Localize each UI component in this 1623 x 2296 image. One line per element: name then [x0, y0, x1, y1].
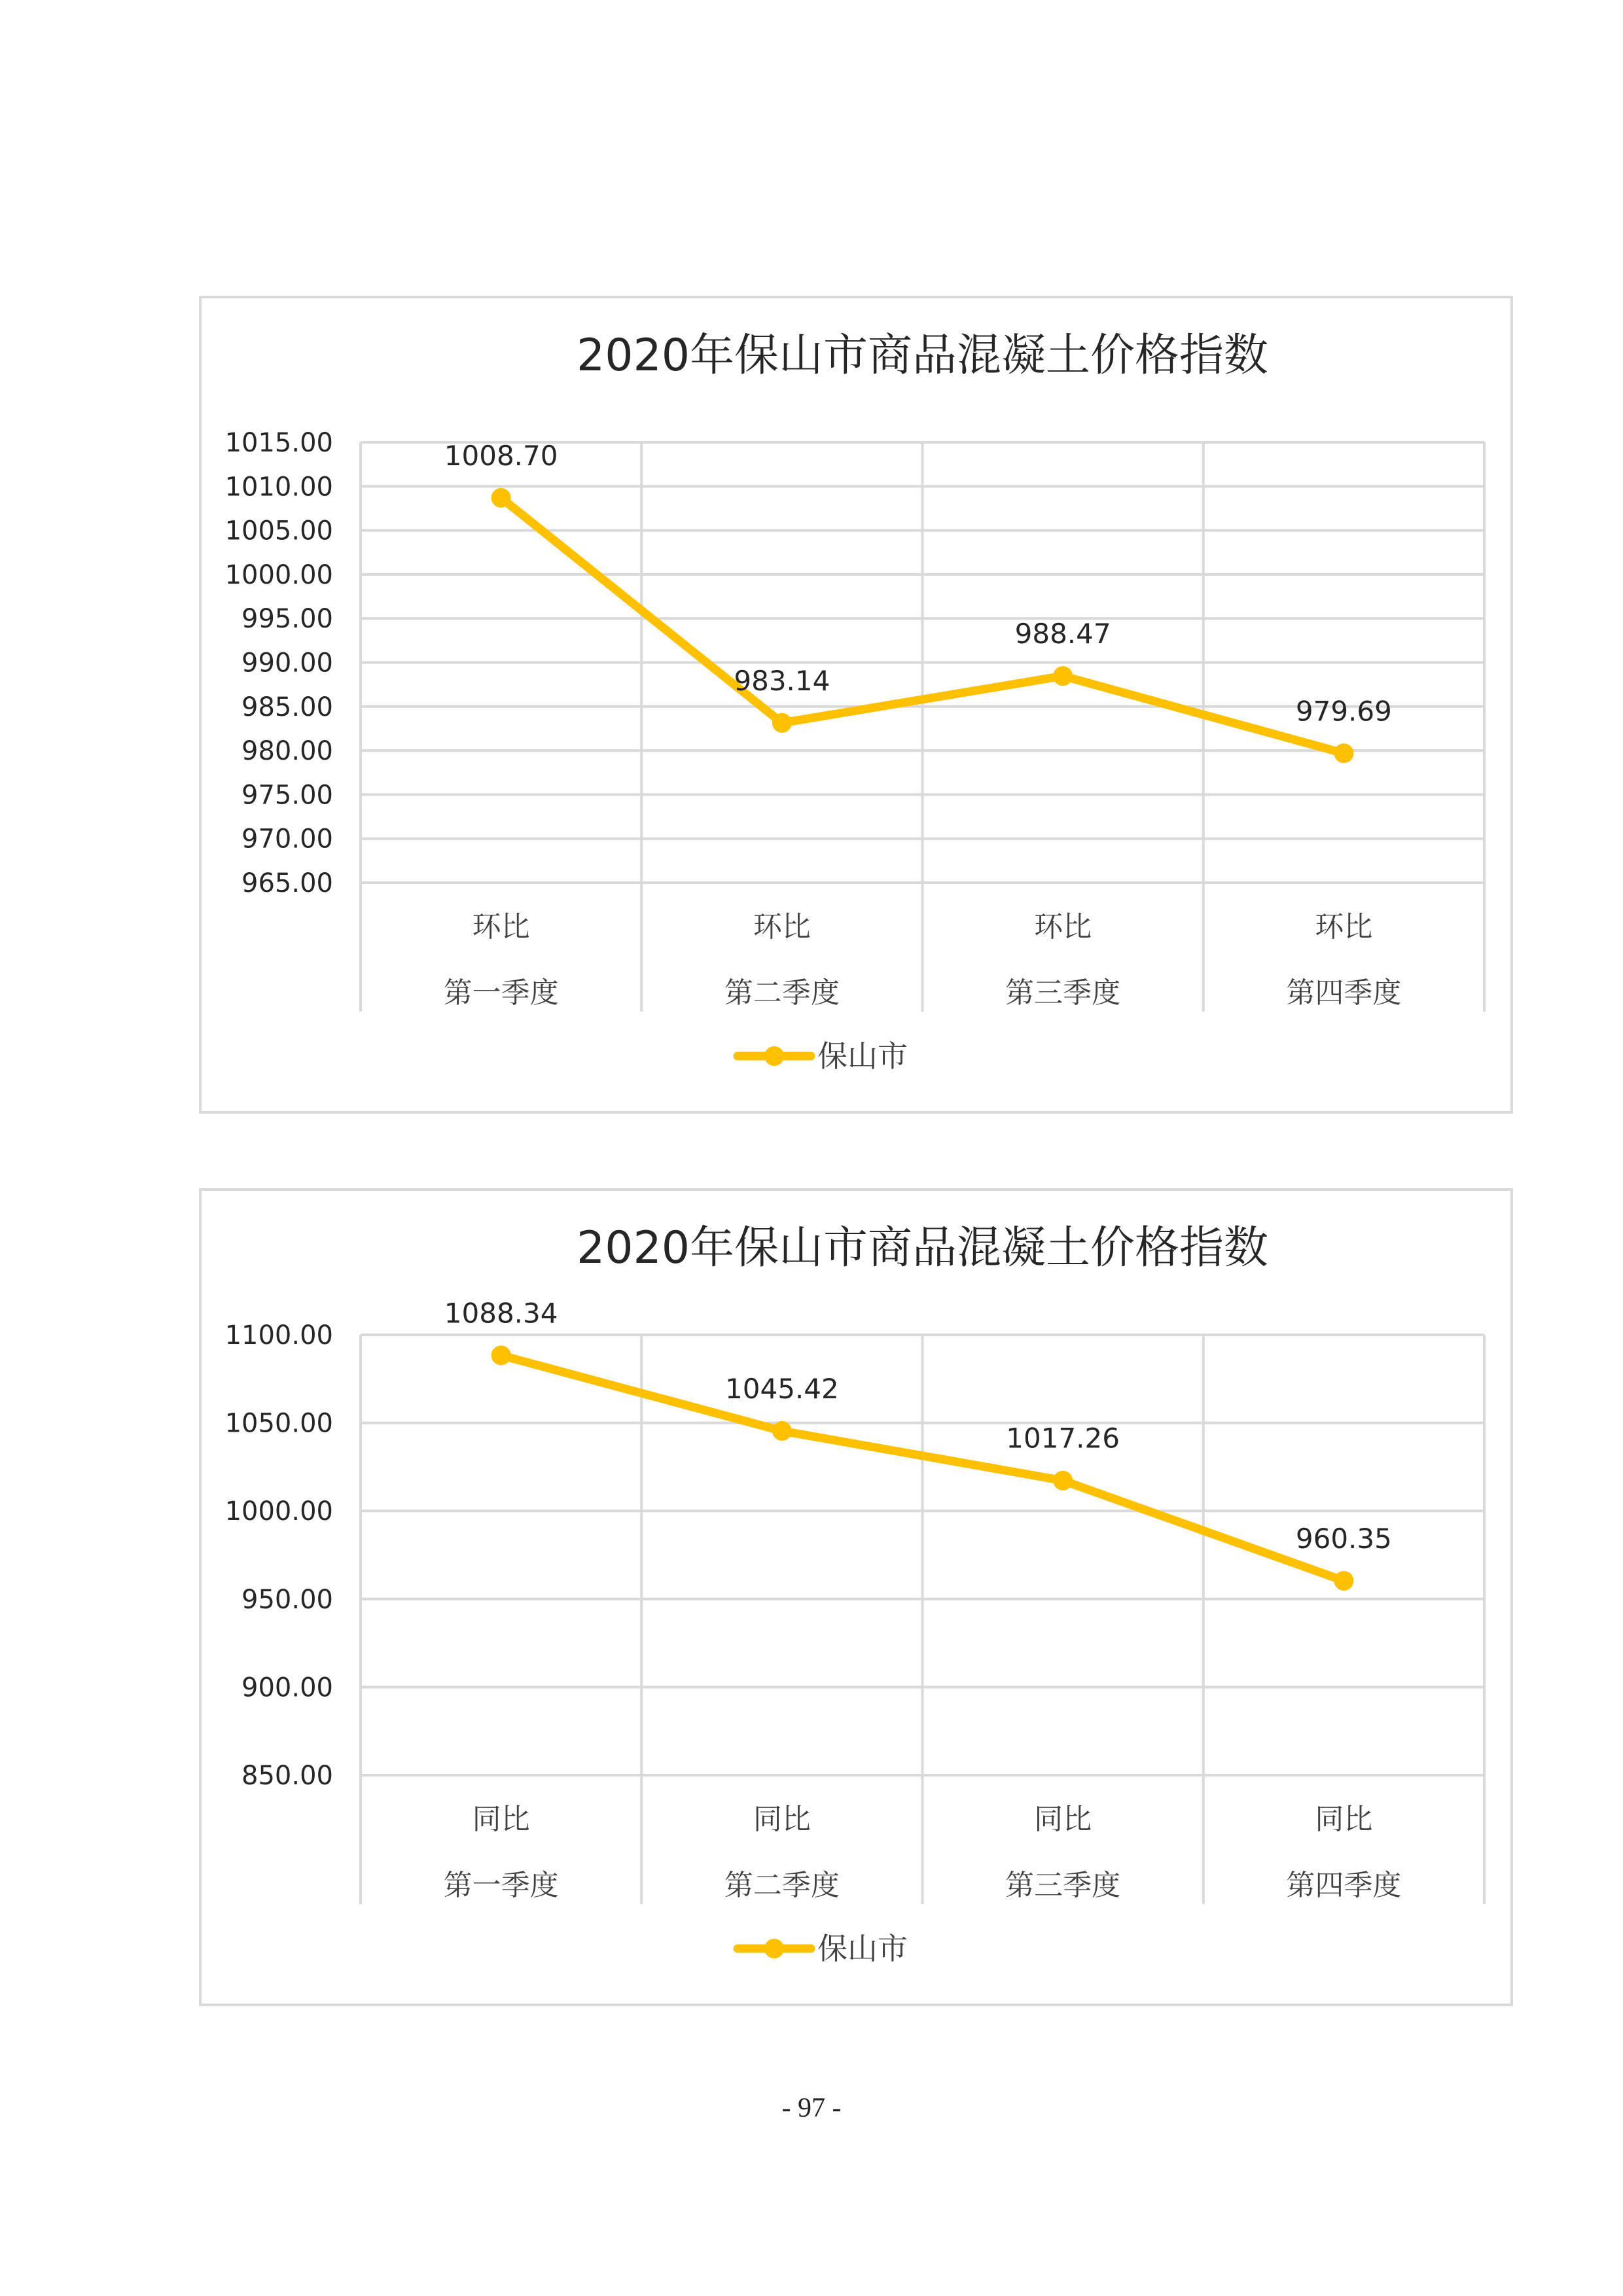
data-label: 983.14 — [734, 664, 830, 697]
x-category-label-top: 同比 — [1315, 1803, 1373, 1836]
x-category-label-bottom: 第三季度 — [1005, 1869, 1121, 1902]
y-tick-label: 1005.00 — [224, 516, 333, 546]
chart-year-on-year-svg — [202, 1191, 1510, 2004]
y-tick-label: 850.00 — [241, 1761, 333, 1791]
x-category-label-bottom: 第三季度 — [1005, 976, 1121, 1010]
x-category-label-bottom: 第四季度 — [1286, 976, 1402, 1010]
page-number: - 97 - — [781, 2093, 842, 2123]
data-point — [772, 1421, 792, 1441]
x-category-label-bottom: 第二季度 — [724, 1869, 840, 1902]
data-point — [772, 713, 792, 733]
chart-year-on-year — [199, 1188, 1513, 2006]
y-tick-label: 1100.00 — [224, 1320, 333, 1351]
y-tick-label: 975.00 — [241, 780, 333, 811]
chart-ring-comparison-svg — [202, 298, 1510, 1111]
data-label: 1088.34 — [444, 1297, 558, 1330]
y-tick-label: 1050.00 — [224, 1408, 333, 1439]
y-tick-label: 965.00 — [241, 868, 333, 898]
data-point — [1334, 743, 1353, 763]
y-tick-label: 970.00 — [241, 824, 333, 855]
y-tick-label: 1015.00 — [224, 428, 333, 458]
x-category-label-bottom: 第四季度 — [1286, 1869, 1402, 1902]
chart-title: 2020年保山市商品混凝土价格指数 — [576, 330, 1269, 381]
y-tick-label: 985.00 — [241, 692, 333, 722]
x-category-label-bottom: 第一季度 — [443, 1869, 559, 1902]
data-label: 988.47 — [1014, 618, 1111, 650]
y-tick-label: 980.00 — [241, 736, 333, 767]
y-tick-label: 990.00 — [241, 648, 333, 679]
legend-label: 保山市 — [817, 1931, 908, 1966]
data-point — [1053, 1471, 1073, 1491]
x-category-label-top: 同比 — [472, 1803, 530, 1836]
y-tick-label: 995.00 — [241, 604, 333, 635]
data-label: 1008.70 — [444, 439, 558, 472]
x-category-label-top: 同比 — [1034, 1803, 1092, 1836]
y-tick-label: 1010.00 — [224, 472, 333, 503]
data-point — [1334, 1571, 1353, 1591]
y-tick-label: 1000.00 — [224, 559, 333, 590]
x-category-label-top: 同比 — [753, 1803, 811, 1836]
x-category-label-top: 环比 — [472, 910, 530, 944]
x-category-label-bottom: 第一季度 — [443, 976, 559, 1010]
x-category-label-top: 环比 — [1034, 910, 1092, 944]
legend-marker-icon — [764, 1939, 784, 1958]
x-category-label-top: 环比 — [753, 910, 811, 944]
x-category-label-bottom: 第二季度 — [724, 976, 840, 1010]
legend-label: 保山市 — [817, 1038, 908, 1074]
data-point — [1053, 666, 1073, 686]
y-tick-label: 950.00 — [241, 1584, 333, 1615]
data-label: 1017.26 — [1006, 1422, 1120, 1455]
data-label: 960.35 — [1295, 1522, 1392, 1555]
data-point — [491, 1345, 511, 1365]
y-tick-label: 1000.00 — [224, 1496, 333, 1527]
data-label: 979.69 — [1295, 695, 1392, 728]
legend-marker-icon — [764, 1046, 784, 1066]
chart-ring-comparison — [199, 296, 1513, 1114]
chart-title: 2020年保山市商品混凝土价格指数 — [576, 1222, 1269, 1274]
x-category-label-top: 环比 — [1315, 910, 1373, 944]
data-label: 1045.42 — [725, 1372, 839, 1405]
data-point — [491, 488, 511, 508]
y-tick-label: 900.00 — [241, 1672, 333, 1703]
